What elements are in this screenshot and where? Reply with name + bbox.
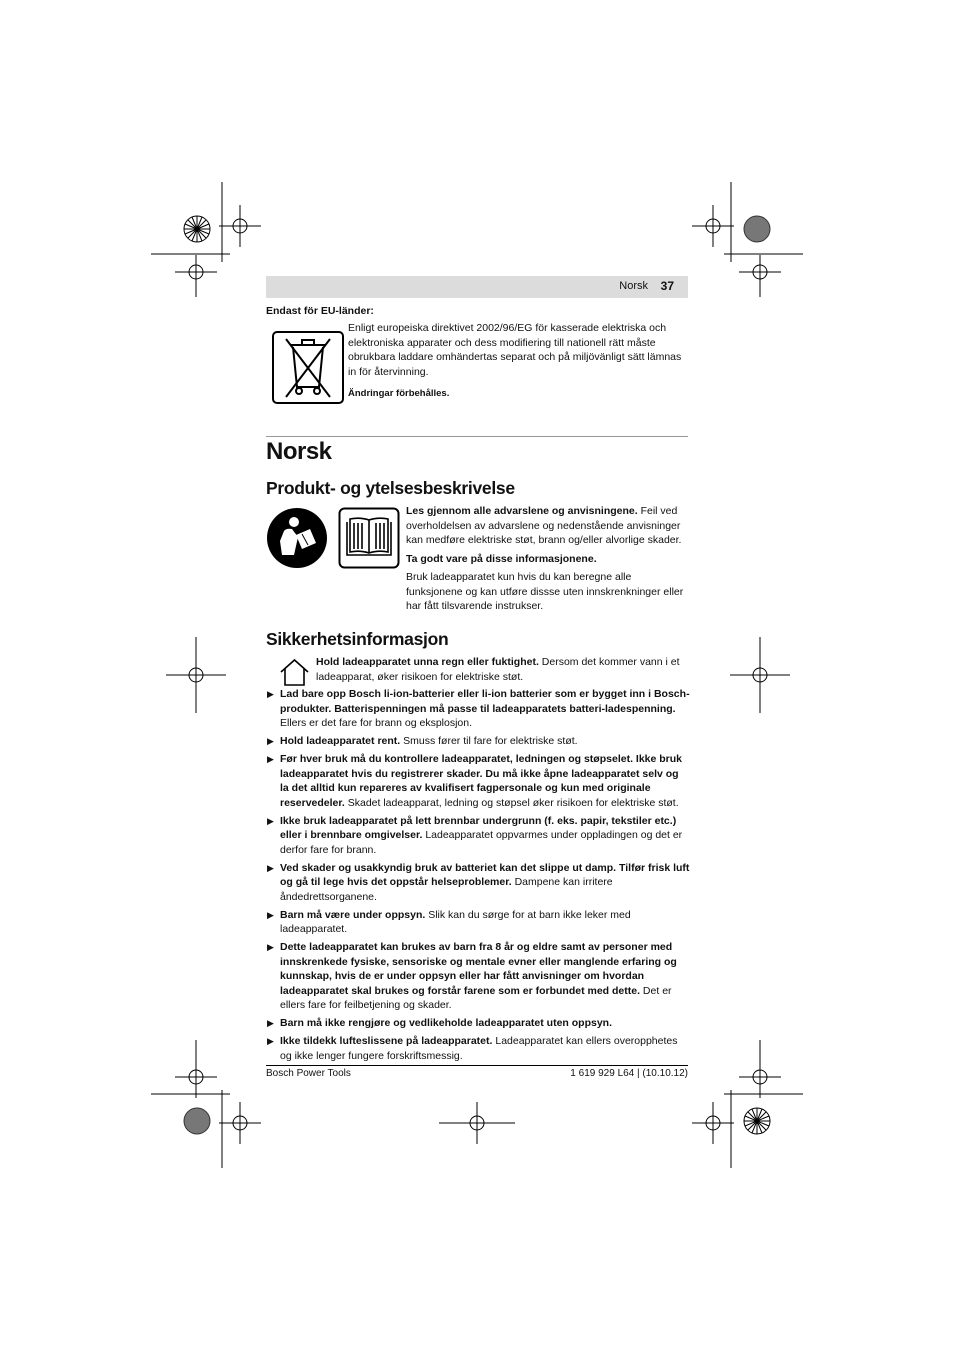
- eu-note: Ändringar förbehålles.: [348, 388, 450, 399]
- bullet-arrow-icon: ▶: [267, 689, 274, 699]
- registration-mark-icon: [166, 637, 226, 713]
- product-intro: [406, 504, 690, 618]
- intro-warning-bold: Les gjennom alle advarslene og anvisningene.: [406, 505, 638, 517]
- bullet-bold: Før hver bruk må du kontrollere ladeapparatet, ledningen og støpselet. Ikke bruk ladeapparatet hvis du registrerer skader. Du må ikke åpne ladeapparatet selv og la det alltid kun repareres av kvalifisert fagpersonale og kun med originale reservedeler.: [280, 753, 683, 809]
- registration-mark-icon: [439, 1102, 515, 1144]
- registration-mark-icon: [692, 205, 734, 247]
- page-header: [266, 276, 688, 298]
- bullet-bold: Lad bare opp Bosch li-ion-batterier eller li-ion batterier som er bygget inn i Bosch-produkter. Batterispenningen må passe til ladeapparatets batteri-ladespenning.: [280, 688, 690, 715]
- bullet-text: Dampene kan irritere åndedrettsorganene.: [280, 876, 613, 903]
- bullet-arrow-icon: ▶: [267, 1036, 274, 1046]
- grey-target-icon: [744, 216, 770, 242]
- header-language: Norsk: [619, 280, 648, 292]
- bullet-text: Det er ellers fare for feilbetjening og skader.: [280, 984, 672, 1011]
- list-item: [266, 861, 690, 905]
- intro-keep-info: Ta godt vare på disse informasjonene.: [406, 552, 597, 565]
- bullet-bold: Barn må være under oppsyn.: [280, 908, 426, 921]
- bullet-text: Ladeapparatet oppvarmes under oppladingen og det er derfor fare for brann.: [280, 829, 683, 856]
- list-item: [266, 908, 690, 937]
- page-number: 37: [660, 279, 674, 293]
- grey-target-icon: [184, 1108, 210, 1134]
- registration-mark-icon: [730, 637, 790, 713]
- bullet-arrow-icon: ▶: [267, 736, 274, 746]
- intro-warning-paragraph: [406, 504, 690, 548]
- eu-title: Endast för EU-länder:: [266, 305, 374, 317]
- bullet-text: Slik kan du sørge for at barn ikke leker med ladeapparatet.: [280, 908, 631, 935]
- bullet-arrow-icon: ▶: [267, 909, 274, 920]
- registration-mark-icon: [175, 1040, 217, 1098]
- bullet-arrow-icon: ▶: [267, 1018, 274, 1028]
- footer-rule: [266, 1065, 688, 1066]
- intro-usage-text: Bruk ladeapparatet kun hvis du kan beregne alle funksjonene og kan utføre dissse uten innskrenkninger eller har fått tilsvarende instrukser.: [406, 571, 684, 612]
- registration-mark-icon: [219, 1102, 261, 1144]
- product-heading: Produkt- og ytelsesbeskrivelse: [266, 478, 515, 498]
- bullet-bold: Dette ladeapparatet kan brukes av barn fra 8 år og eldre samt av personer med innskrenkede fysiske, sensoriske og mentale evner eller manglende erfaring og kunnskap, hvis de er under oppsyn eller har fått anvisninger om hvordan ladeapparatet skal brukes og forstår farene som er forbundet med dette.: [280, 941, 677, 997]
- list-item: [266, 1034, 690, 1063]
- bullet-text: Ellers er det fare for brann og eksplosjon.: [280, 717, 473, 729]
- bullet-bold: Ikke bruk ladeapparatet på lett brennbar undergrunn (f. eks. papir, tekstiler etc.) eller i brennbare omgivelser.: [280, 814, 677, 841]
- list-item: [266, 734, 690, 749]
- registration-mark-icon: [739, 255, 781, 297]
- bullet-arrow-icon: ▶: [267, 815, 274, 826]
- bullet-bold: Ved skader og usakkyndig bruk av batteriet kan det slippe ut damp. Tilfør frisk luft og gå til lege hvis det oppstår helseproblemer.: [280, 861, 690, 888]
- list-item: [266, 940, 690, 1013]
- bullet-text: Ladeapparatet kan ellers overopphetes og ikke lenger fungere forskriftsmessig.: [280, 1035, 678, 1062]
- moisture-warning: [316, 655, 690, 684]
- read-manual-icon: [266, 507, 328, 569]
- registration-mark-icon: [739, 1040, 781, 1098]
- list-item: [266, 752, 690, 810]
- starburst-target-icon: [184, 216, 210, 242]
- bullet-bold: Ikke tildekk lufteslissene på ladeapparatet.: [280, 1035, 493, 1047]
- bullet-text: Smuss fører til fare for elektriske støt.: [400, 735, 578, 747]
- bullet-bold: Barn må ikke rengjøre og vedlikeholde ladeapparatet uten oppsyn.: [280, 1017, 613, 1029]
- starburst-target-icon: [744, 1108, 770, 1134]
- footer-brand: Bosch Power Tools: [266, 1068, 351, 1079]
- list-item: [266, 1016, 690, 1031]
- moisture-warning-bold: Hold ladeapparatet unna regn eller fuktighet.: [316, 656, 539, 668]
- list-item: [266, 814, 690, 858]
- moisture-warning-text: Dersom det kommer vann i et ladeapparat, øker risikoen for elektriske støt.: [316, 656, 680, 683]
- bullet-arrow-icon: ▶: [267, 862, 274, 873]
- safety-bullet-list: [266, 687, 690, 1067]
- safety-heading: Sikkerhetsinformasjon: [266, 629, 449, 649]
- eu-directive-text: Enligt europeiska direktivet 2002/96/EG för kasserade elektriska och elektroniska apparater och dess modifiering till nationell rätt måste obrukbara laddare omhändertas separat och på miljövänligt sätt lämnas in för återvinning.: [348, 322, 682, 378]
- list-item: [266, 687, 690, 731]
- registration-mark-icon: [692, 1102, 734, 1144]
- footer-doc-number: 1 619 929 L64 | (10.10.12): [570, 1068, 688, 1079]
- house-warning-icon: [278, 658, 311, 687]
- registration-mark-icon: [175, 255, 217, 297]
- bullet-arrow-icon: ▶: [267, 754, 274, 764]
- section-title: Norsk: [266, 438, 332, 465]
- registration-mark-icon: [219, 205, 261, 247]
- bullet-text: Skadet ladeapparat, ledning og støpsel øker risikoen for elektriske støt.: [344, 796, 679, 809]
- bullet-bold: Hold ladeapparatet rent.: [280, 735, 401, 747]
- open-book-icon: [338, 507, 400, 569]
- section-divider: [266, 436, 688, 437]
- intro-warning-text: Feil ved overholdelsen av advarslene og nedenstående anvisninger kan medføre elektriske støt, brann og/eller alvorlige skader.: [406, 505, 682, 546]
- crossed-bin-icon: [272, 331, 344, 404]
- bullet-arrow-icon: ▶: [267, 942, 274, 952]
